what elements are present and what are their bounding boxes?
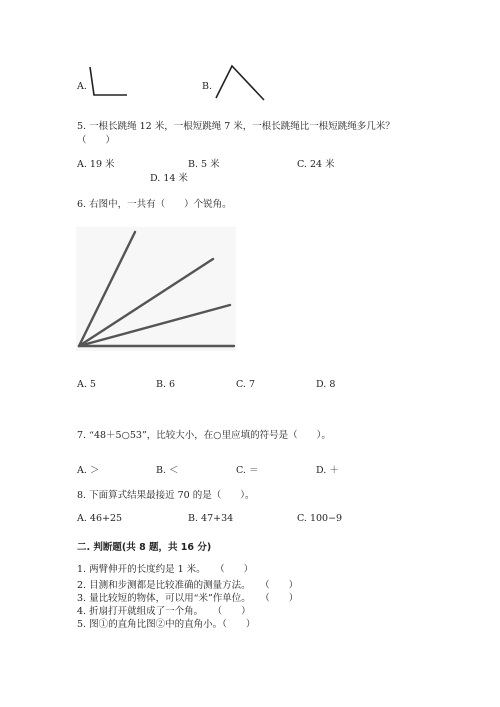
tf-item-1: 1. 两臂伸开的长度约是 1 米。 （ ）: [77, 564, 254, 575]
q6-rays-figure: [76, 227, 236, 351]
q5-option-c: C. 24 米: [297, 159, 335, 170]
q5-option-b: B. 5 米: [188, 159, 220, 170]
q5-blank: （ ）: [77, 135, 116, 146]
tf-item-4: 4. 折扇打开就组成了一个角。 （ ）: [77, 606, 251, 617]
q6-option-d: D. 8: [316, 379, 336, 390]
q5-option-d: D. 14 米: [150, 173, 188, 184]
q5-stem: 5. 一根长跳绳 12 米，一根短跳绳 7 米，一根长跳绳比一根短跳绳多几米？: [77, 121, 395, 132]
tf-item-3: 3. 量比较短的物体，可以用“米”作单位。 （ ）: [77, 593, 299, 604]
section-2-title: 二. 判断题(共 8 题，共 16 分): [77, 542, 212, 553]
q6-option-a: A. 5: [77, 379, 96, 390]
q5-option-a: A. 19 米: [77, 159, 115, 170]
q7-option-d: D. ＋: [316, 465, 339, 476]
q7-option-c: C. ＝: [236, 465, 259, 476]
q6-option-c: C. 7: [236, 379, 256, 390]
q8-option-c: C. 100−9: [297, 513, 343, 524]
q6-stem: 6. 右图中，一共有（ ）个锐角。: [77, 199, 232, 210]
q7-option-b: B. ＜: [156, 465, 179, 476]
q4-option-b-label: B.: [202, 81, 213, 92]
q6-option-b: B. 6: [156, 379, 176, 390]
q4-option-a-label: A.: [77, 81, 87, 92]
q7-option-a: A. ＞: [77, 465, 100, 476]
tf-item-2: 2. 目测和步测都是比较准确的测量方法。 （ ）: [77, 580, 299, 591]
q8-option-a: A. 46+25: [77, 513, 123, 524]
q4-option-b-angle-figure: [210, 62, 270, 104]
q7-stem: 7. “48＋5○53”，比较大小，在○里应填的符号是（ ）。: [77, 430, 331, 441]
q8-stem: 8. 下面算式结果最接近 70 的是（ ）。: [77, 490, 255, 501]
tf-item-5: 5. 图①的直角比图②中的直角小。（ ）: [77, 619, 256, 630]
q8-option-b: B. 47+34: [188, 513, 234, 524]
q4-option-a-angle-figure: [85, 65, 130, 100]
